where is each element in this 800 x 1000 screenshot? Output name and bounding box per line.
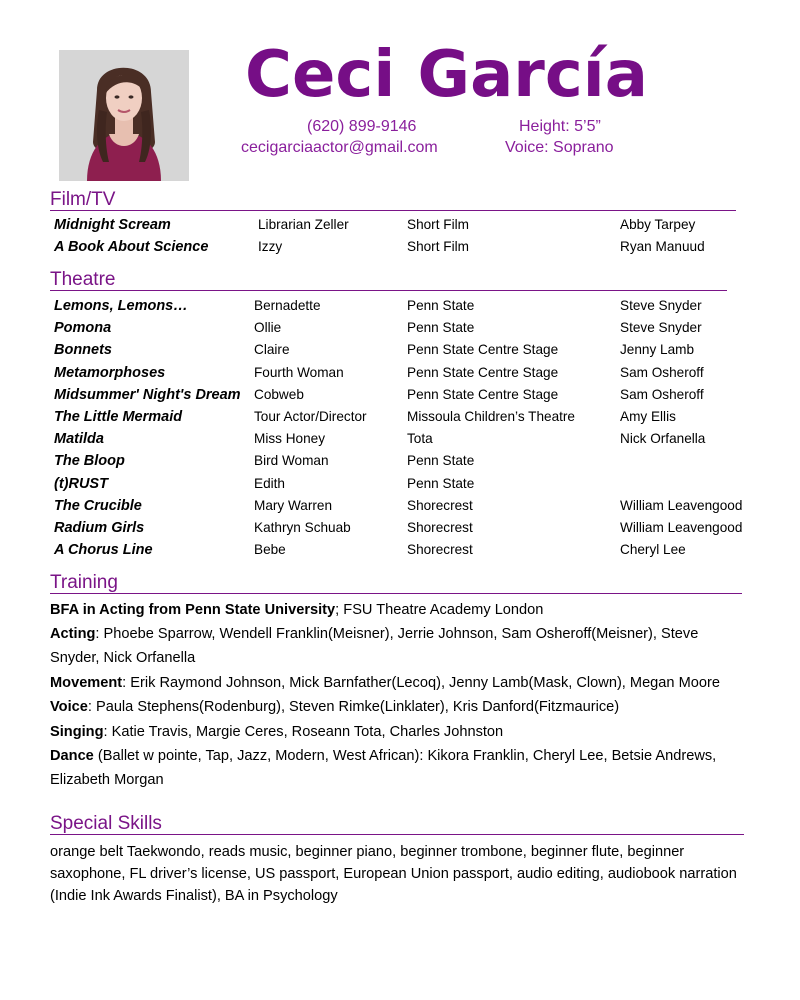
phone-number: (620) 899-9146 [307, 118, 417, 135]
credit-director: Steve Snyder [620, 320, 702, 336]
credit-venue: Shorecrest [407, 497, 473, 513]
credit-role: Izzy [258, 239, 283, 255]
dance-label: Dance [50, 748, 94, 764]
section-divider [50, 210, 736, 211]
section-divider [50, 834, 744, 835]
credit-role: Bebe [254, 542, 286, 558]
credit-title: Matilda [54, 431, 104, 448]
credit-row [0, 473, 800, 495]
training-singing [50, 720, 750, 744]
credit-director: Sam Osheroff [620, 364, 704, 380]
special-skills-text: orange belt Taekwondo, reads music, beginner piano, beginner trombone, beginner flute, beginner saxophone, FL driver’s license, US passport, European Union passport, audio editing, audiobook narration (Indie Ink Awards Finalist), BA in Psychology [50, 844, 737, 904]
credit-row [0, 450, 800, 472]
credit-role: Edith [254, 475, 285, 491]
dance-teachers: (Ballet w pointe, Tap, Jazz, Modern, West African): Kikora Franklin, Cheryl Lee, Betsie Andrews, Elizabeth Morgan [50, 748, 717, 789]
credit-director: Amy Ellis [620, 409, 676, 424]
section-divider [50, 593, 742, 594]
credit-title: Pomona [54, 320, 112, 337]
credit-title: Lemons, Lemons… [54, 298, 188, 314]
degree-detail: ; FSU Theatre Academy London [335, 602, 544, 618]
credit-row [0, 317, 800, 339]
training-movement [50, 671, 750, 695]
credit-director: Jenny Lamb [620, 342, 695, 358]
credit-role: Cobweb [254, 386, 304, 402]
credit-row [0, 339, 800, 361]
credit-row [0, 362, 800, 384]
credit-row [0, 214, 800, 236]
credit-role: Mary Warren [254, 497, 333, 513]
credit-role: Bird Woman [254, 453, 329, 469]
credit-venue: Penn State [407, 298, 475, 313]
credit-role: Ollie [254, 320, 282, 336]
credit-role: Tour Actor/Director [254, 409, 367, 424]
credit-title: A Chorus Line [54, 542, 153, 559]
credit-role: Fourth Woman [254, 364, 344, 380]
credit-title: Midsummer' Night's Dream [54, 386, 241, 403]
credit-director: Nick Orfanella [620, 431, 706, 447]
credit-director: William Leavengood [620, 520, 743, 535]
movement-teachers: : Erik Raymond Johnson, Mick Barnfather(Lecoq), Jenny Lamb(Mask, Clown), Megan Moore [122, 675, 720, 691]
credit-venue: Short Film [407, 217, 469, 232]
singing-label: Singing [50, 724, 104, 740]
training-voice [50, 695, 750, 719]
movement-label: Movement [50, 675, 123, 691]
credit-venue: Penn State [407, 320, 475, 336]
credit-venue: Shorecrest [407, 520, 473, 535]
credit-venue: Penn State Centre Stage [407, 342, 559, 358]
acting-teachers: : Phoebe Sparrow, Wendell Franklin(Meisner), Jerrie Johnson, Sam Osheroff(Meisner), Steve Snyder, Nick Orfanella [50, 626, 699, 667]
credit-director: Cheryl Lee [620, 542, 686, 558]
email-address: cecigarciaactor@gmail.com [241, 139, 438, 156]
credit-title: Metamorphoses [54, 364, 166, 381]
section-title-skills: Special Skills [50, 813, 162, 834]
training-degree [50, 598, 750, 622]
credit-title: Radium Girls [54, 520, 145, 536]
credit-venue: Penn State Centre Stage [407, 386, 559, 402]
credit-director: William Leavengood [620, 497, 743, 513]
credit-title: Midnight Scream [54, 217, 171, 233]
credit-row [0, 428, 800, 450]
credit-row [0, 236, 800, 258]
credit-venue: Short Film [407, 239, 469, 255]
credit-director: Ryan Manuud [620, 239, 705, 255]
credit-venue: Shorecrest [407, 542, 473, 558]
credit-director: Abby Tarpey [620, 217, 696, 232]
section-title-training: Training [50, 572, 118, 593]
voice-type: Voice: Soprano [505, 139, 614, 156]
acting-label: Acting [50, 626, 96, 642]
credit-venue: Penn State [407, 453, 475, 469]
credit-venue: Penn State Centre Stage [407, 364, 559, 380]
degree-label: BFA in Acting from Penn State University [50, 602, 336, 618]
credit-venue: Missoula Children’s Theatre [407, 409, 575, 424]
credit-title: A Book About Science [54, 239, 209, 256]
credit-role: Kathryn Schuab [254, 520, 351, 535]
headshot-photo [59, 50, 189, 181]
credit-title: (t)RUST [54, 475, 108, 492]
training-dance [50, 744, 750, 793]
credit-title: Bonnets [54, 342, 112, 359]
credit-venue: Tota [407, 431, 433, 447]
credit-role: Librarian Zeller [258, 217, 349, 232]
credit-director: Sam Osheroff [620, 386, 704, 402]
credit-venue: Penn State [407, 475, 475, 491]
credit-title: The Bloop [54, 453, 125, 470]
section-divider [50, 290, 727, 291]
credit-title: The Little Mermaid [54, 409, 183, 425]
credit-row [0, 539, 800, 561]
credit-row [0, 517, 800, 539]
section-title-film: Film/TV [50, 189, 116, 210]
voice-label: Voice [50, 699, 88, 715]
credit-director: Steve Snyder [620, 298, 702, 313]
actor-name: Ceci García [245, 38, 648, 112]
credit-role: Bernadette [254, 298, 321, 313]
singing-teachers: : Katie Travis, Margie Ceres, Roseann Tota, Charles Johnston [103, 724, 504, 740]
height-stat: Height: 5’5” [519, 118, 601, 135]
credit-row [0, 495, 800, 517]
voice-teachers: : Paula Stephens(Rodenburg), Steven Rimke(Linklater), Kris Danford(Fitzmaurice) [87, 699, 620, 715]
credit-role: Claire [254, 342, 290, 358]
credit-row [0, 384, 800, 406]
credit-role: Miss Honey [254, 431, 326, 447]
section-title-theatre: Theatre [50, 269, 116, 290]
training-acting [50, 622, 750, 671]
credit-row [0, 406, 800, 428]
credit-title: The Crucible [54, 497, 142, 514]
credit-row [0, 295, 800, 317]
